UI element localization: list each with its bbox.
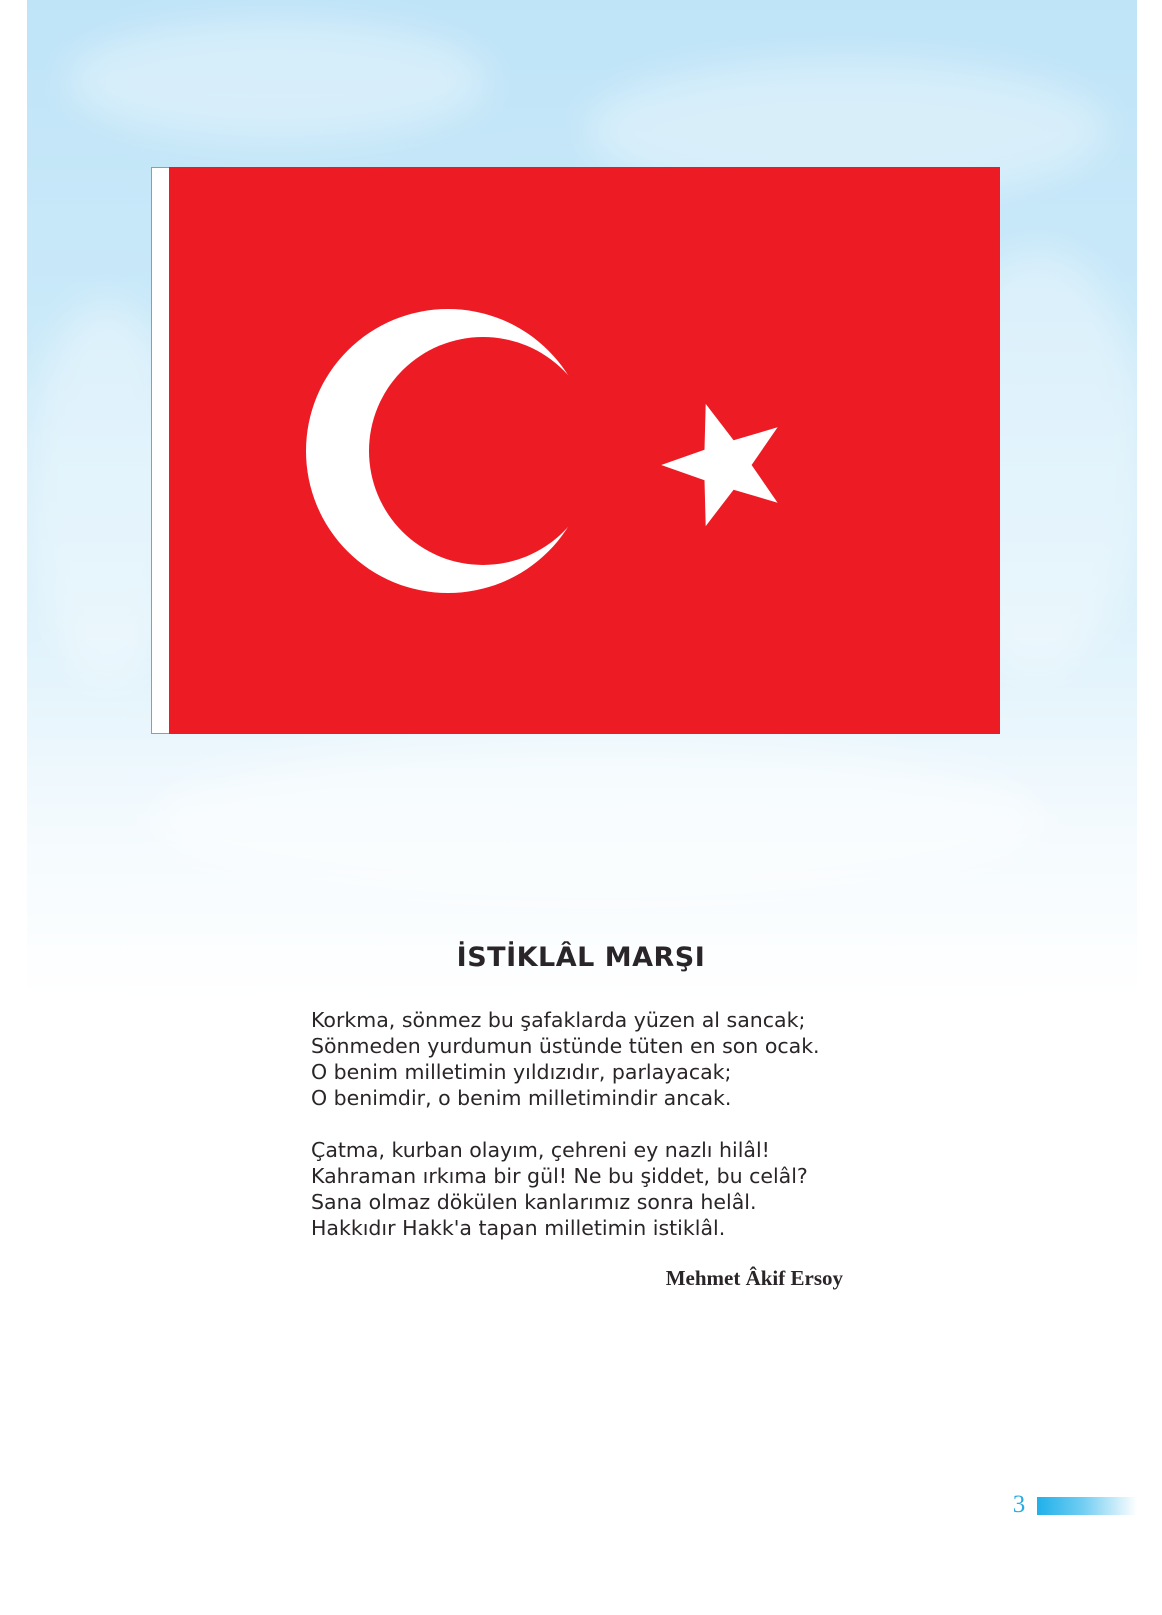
poem-line: O benimdir, o benim milletimindir ancak. [311,1086,732,1110]
poem-line: Sana olmaz dökülen kanlarımız sonra helâl. [311,1190,757,1214]
poem-line: Korkma, sönmez bu şafaklarda yüzen al sancak; [311,1008,806,1032]
turkish-flag-icon [151,167,1000,734]
cloud [147,740,1047,900]
stanza-2 [311,1137,911,1241]
poem-line: Hakkıdır Hakk'a tapan milletimin istiklâl. [311,1216,726,1240]
anthem-poem [311,1007,911,1267]
author-name: Mehmet Âkif Ersoy [665,1266,843,1290]
anthem-title: İSTİKLÂL MARŞI [456,942,706,973]
cloud [67,20,487,140]
poem-line: O benim milletimin yıldızıdır, parlayacak; [311,1060,732,1084]
page-number: 3 [1012,1491,1026,1518]
flag-hoist-strip [152,168,170,734]
poem-line: Sönmeden yurdumun üstünde tüten en son ocak. [311,1034,820,1058]
crescent-inner [369,337,597,565]
page-number-bar [1037,1497,1137,1515]
poem-line: Kahraman ırkıma bir gül! Ne bu şiddet, bu celâl? [311,1164,808,1188]
poem-line: Çatma, kurban olayım, çehreni ey nazlı hilâl! [311,1138,770,1162]
stanza-1 [311,1007,911,1111]
